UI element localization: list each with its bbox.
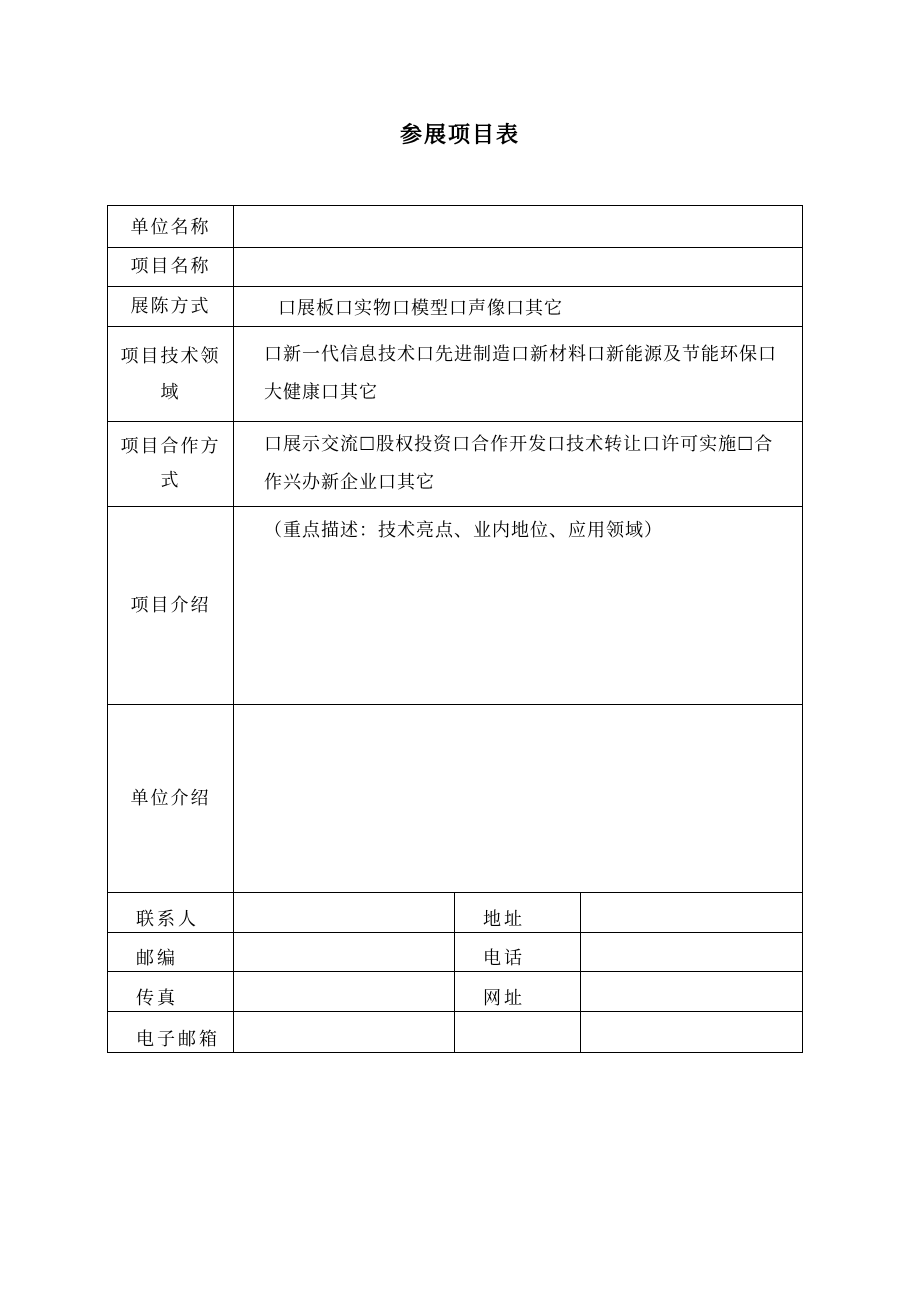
row-project-name <box>108 248 803 287</box>
email-label: 电子邮箱 <box>108 1012 234 1053</box>
tech-field-label-line1: 项目技术领 <box>120 346 221 367</box>
address-label: 地址 <box>455 893 581 933</box>
website-field[interactable] <box>581 972 803 1012</box>
phone-label: 电话 <box>455 933 581 972</box>
row-postcode-phone <box>108 933 803 972</box>
row-unit-name <box>108 206 803 248</box>
exhibit-method-options[interactable]: 口展板口实物口模型口声像口其它 <box>234 287 803 327</box>
cooperation-label-line1: 项目合作方 <box>120 436 221 457</box>
unit-intro-label: 单位介绍 <box>108 705 234 893</box>
email-extra-cell-1[interactable] <box>455 1012 581 1053</box>
fax-field[interactable] <box>234 972 455 1012</box>
email-extra-cell-2[interactable] <box>581 1012 803 1053</box>
tech-field-label <box>108 327 234 422</box>
unit-name-label: 单位名称 <box>108 206 234 248</box>
page-title: 参展项目表 <box>399 123 520 148</box>
row-fax-website <box>108 972 803 1012</box>
project-intro-field[interactable] <box>234 507 803 705</box>
row-unit-intro <box>108 705 803 893</box>
contact-person-field[interactable] <box>234 893 455 933</box>
cooperation-label <box>108 422 234 507</box>
project-intro-label: 项目介绍 <box>108 507 234 705</box>
exhibit-method-label: 展陈方式 <box>108 287 234 327</box>
row-project-intro <box>108 507 803 705</box>
unit-name-field[interactable] <box>234 206 803 248</box>
contact-person-label: 联系人 <box>108 893 234 933</box>
postcode-field[interactable] <box>234 933 455 972</box>
email-field[interactable] <box>234 1012 455 1053</box>
project-intro-hint: （重点描述：技术亮点、业内地位、应用领域） <box>264 520 663 541</box>
cooperation-options[interactable]: 口展示交流☐股权投资口合作开发口技术转让口许可实施☐合作兴办新企业口其它 <box>234 422 803 507</box>
exhibit-project-form <box>107 205 803 1053</box>
website-label: 网址 <box>455 972 581 1012</box>
row-tech-field <box>108 327 803 422</box>
row-exhibit-method <box>108 287 803 327</box>
row-contact-address <box>108 893 803 933</box>
address-field[interactable] <box>581 893 803 933</box>
row-email <box>108 1012 803 1053</box>
tech-field-options[interactable]: 口新一代信息技术口先进制造口新材料口新能源及节能环保口大健康口其它 <box>234 327 803 422</box>
project-name-field[interactable] <box>234 248 803 287</box>
cooperation-label-line2: 式 <box>160 470 181 491</box>
tech-field-label-line2: 域 <box>160 382 181 403</box>
project-name-label: 项目名称 <box>108 248 234 287</box>
row-cooperation <box>108 422 803 507</box>
postcode-label: 邮编 <box>108 933 234 972</box>
fax-label: 传真 <box>108 972 234 1012</box>
phone-field[interactable] <box>581 933 803 972</box>
unit-intro-field[interactable] <box>234 705 803 893</box>
